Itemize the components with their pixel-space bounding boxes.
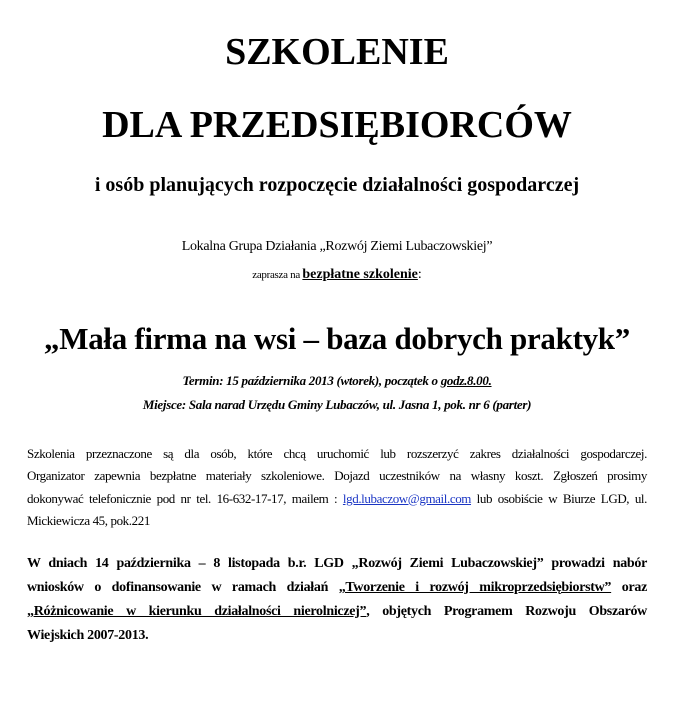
grants-line-2 (27, 576, 647, 600)
grants-line-4: Wiejskich 2007-2013. (27, 628, 149, 643)
subtitle: i osób planujących rozpoczęcie działalności gospodarczej (94, 174, 580, 196)
invite-prefix: zaprasza na (252, 269, 303, 281)
invite-emphasis: bezpłatne szkolenie (302, 267, 418, 282)
info-line-1: Szkolenia przeznaczone są dla osób, które chcą uruchomić lub rozszerzyć zakres działalności gospodarczej. (27, 446, 647, 461)
start-time: godz.8.00. (440, 373, 492, 388)
grants-paragraph (27, 552, 647, 648)
training-title: „Mała firma na wsi – baza dobrych praktyk” (44, 321, 630, 356)
info-paragraph (27, 443, 647, 532)
email-link[interactable]: lgd.lubaczow@gmail.com (342, 490, 472, 506)
invite-line (0, 266, 674, 284)
grants-line-1: W dniach 14 października – 8 listopada b.r. LGD „Rozwój Ziemi Lubaczowskiej” prowadzi nabór (27, 556, 647, 571)
grants-text: wniosków o dofinansowanie w ramach działań (27, 580, 339, 595)
date-text: Termin: 15 października 2013 (wtorek), początek o (182, 373, 441, 388)
action-2: „Różnicowanie w kierunku działalności nierolniczej” (27, 604, 367, 619)
invite-suffix: : (417, 267, 422, 282)
action-1: „Tworzenie i rozwój mikroprzedsiębiorstw” (338, 580, 612, 595)
office-text: lub osobiście w Biurze LGD, ul. (471, 490, 647, 506)
info-line-3 (27, 488, 647, 510)
title-line-1: SZKOLENIE (225, 31, 449, 73)
grants-and: oraz (611, 580, 647, 595)
training-location: Miejsce: Sala narad Urzędu Gminy Lubaczów, ul. Jasna 1, pok. nr 6 (parter) (142, 397, 532, 412)
title-line-2: DLA PRZEDSIĘBIORCÓW (102, 104, 572, 146)
info-line-2: Organizator zapewnia bezpłatne materiały szkoleniowe. Dojazd uczestników na własny koszt. Zgłoszeń prosimy (27, 468, 647, 484)
grants-line-3 (27, 600, 647, 624)
info-line-4: Mickiewicza 45, pok.221 (27, 512, 150, 528)
contact-text: dokonywać telefonicznie pod nr tel. 16-632-17-17, mailem : (27, 490, 343, 506)
organizer: Lokalna Grupa Działania „Rozwój Ziemi Lubaczowskiej” (181, 239, 493, 254)
training-date (0, 372, 674, 390)
program-text: , objętych Programem Rozwoju Obszarów (366, 604, 647, 619)
